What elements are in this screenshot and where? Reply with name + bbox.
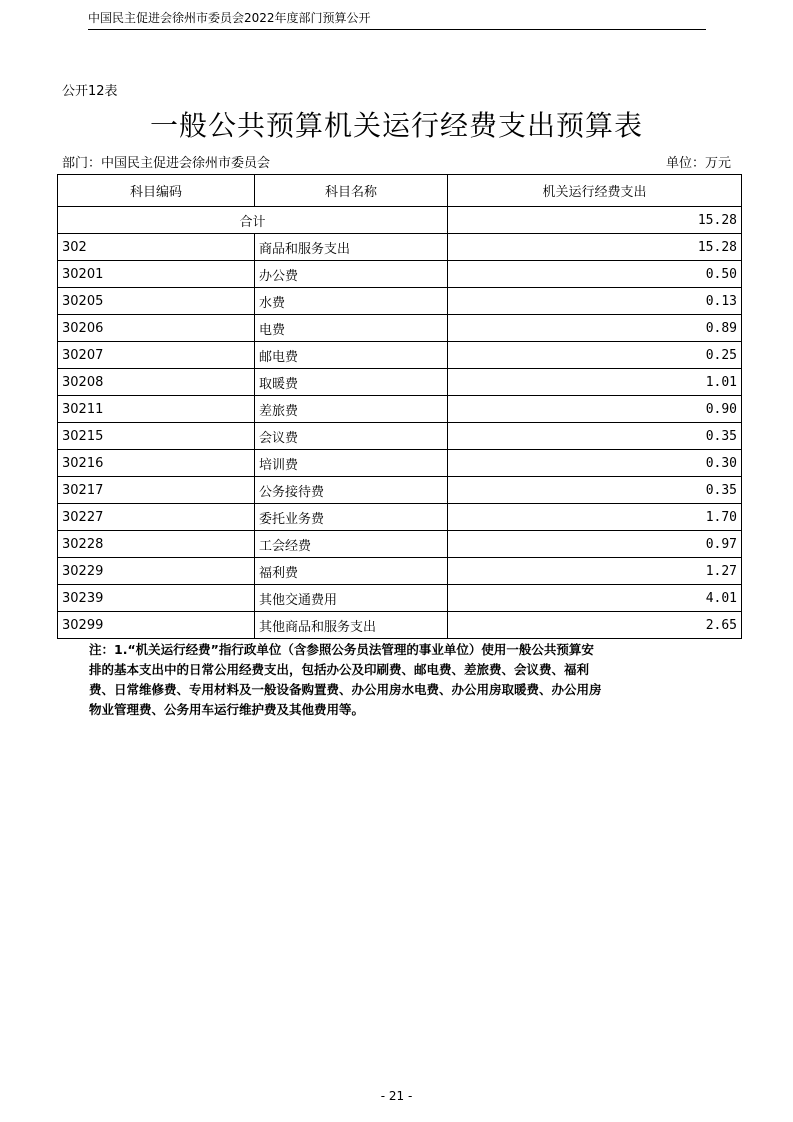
table-label: 公开12表: [62, 84, 118, 99]
row-name: 其他商品和服务支出: [255, 612, 448, 639]
row-code: 30228: [58, 531, 255, 558]
table-row: [58, 450, 742, 477]
unit-label: 单位：万元: [666, 156, 732, 171]
table-row: [58, 612, 742, 639]
row-name: 工会经费: [255, 531, 448, 558]
table-row: [58, 261, 742, 288]
row-code: 30239: [58, 585, 255, 612]
row-amount: 0.97: [448, 531, 742, 558]
column-header-code: 科目编码: [58, 175, 255, 207]
total-amount: 15.28: [448, 207, 742, 234]
row-name: 培训费: [255, 450, 448, 477]
column-header-amount: 机关运行经费支出: [448, 175, 742, 207]
row-code: 30201: [58, 261, 255, 288]
row-code: 30216: [58, 450, 255, 477]
row-code: 30215: [58, 423, 255, 450]
row-amount: 0.25: [448, 342, 742, 369]
row-amount: 0.30: [448, 450, 742, 477]
table-row: [58, 396, 742, 423]
table-row: [58, 585, 742, 612]
page-number: - 21 -: [380, 1089, 413, 1103]
row-name: 电费: [255, 315, 448, 342]
row-code: 30207: [58, 342, 255, 369]
row-code: 30229: [58, 558, 255, 585]
note-line: 排的基本支出中的日常公用经费支出，包括办公及印刷费、邮电费、差旅费、会议费、福利: [89, 662, 590, 677]
table-row: [58, 504, 742, 531]
row-code: 30211: [58, 396, 255, 423]
table-row: [58, 342, 742, 369]
row-amount: 1.27: [448, 558, 742, 585]
table-header-row: [58, 175, 742, 207]
row-name: 其他交通费用: [255, 585, 448, 612]
table-row: [58, 423, 742, 450]
table-row: [58, 288, 742, 315]
column-header-name: 科目名称: [255, 175, 448, 207]
table-row: [58, 477, 742, 504]
row-code: 302: [58, 234, 255, 261]
row-code: 30227: [58, 504, 255, 531]
row-amount: 15.28: [448, 234, 742, 261]
table-row: [58, 558, 742, 585]
row-code: 30217: [58, 477, 255, 504]
row-amount: 0.35: [448, 477, 742, 504]
total-row: [58, 207, 742, 234]
row-amount: 0.90: [448, 396, 742, 423]
row-amount: 1.70: [448, 504, 742, 531]
budget-table: [57, 174, 742, 639]
table-row: [58, 531, 742, 558]
row-code: 30205: [58, 288, 255, 315]
row-name: 商品和服务支出: [255, 234, 448, 261]
notes: [89, 640, 705, 720]
row-name: 福利费: [255, 558, 448, 585]
row-amount: 1.01: [448, 369, 742, 396]
row-name: 邮电费: [255, 342, 448, 369]
row-amount: 0.35: [448, 423, 742, 450]
row-name: 公务接待费: [255, 477, 448, 504]
note-line: 注：1.“机关运行经费”指行政单位（含参照公务员法管理的事业单位）使用一般公共预算安: [89, 642, 594, 657]
note-line: 费、日常维修费、专用材料及一般设备购置费、办公用房水电费、办公用房取暖费、办公用房: [89, 682, 602, 697]
department-label: 部门：中国民主促进会徐州市委员会: [62, 156, 271, 171]
row-amount: 0.89: [448, 315, 742, 342]
table-row: [58, 315, 742, 342]
row-name: 办公费: [255, 261, 448, 288]
row-name: 会议费: [255, 423, 448, 450]
page-header: 中国民主促进会徐州市委员会2022年度部门预算公开: [88, 10, 706, 30]
note-line: 物业管理费、公务用车运行维护费及其他费用等。: [89, 702, 365, 717]
page-title: 一般公共预算机关运行经费支出预算表: [149, 109, 643, 142]
row-name: 取暖费: [255, 369, 448, 396]
row-amount: 2.65: [448, 612, 742, 639]
row-amount: 0.50: [448, 261, 742, 288]
row-amount: 0.13: [448, 288, 742, 315]
row-code: 30206: [58, 315, 255, 342]
row-name: 委托业务费: [255, 504, 448, 531]
row-code: 30299: [58, 612, 255, 639]
row-amount: 4.01: [448, 585, 742, 612]
row-code: 30208: [58, 369, 255, 396]
table-row: [58, 369, 742, 396]
row-name: 差旅费: [255, 396, 448, 423]
table-row: [58, 234, 742, 261]
row-name: 水费: [255, 288, 448, 315]
total-label: 合计: [58, 207, 448, 234]
